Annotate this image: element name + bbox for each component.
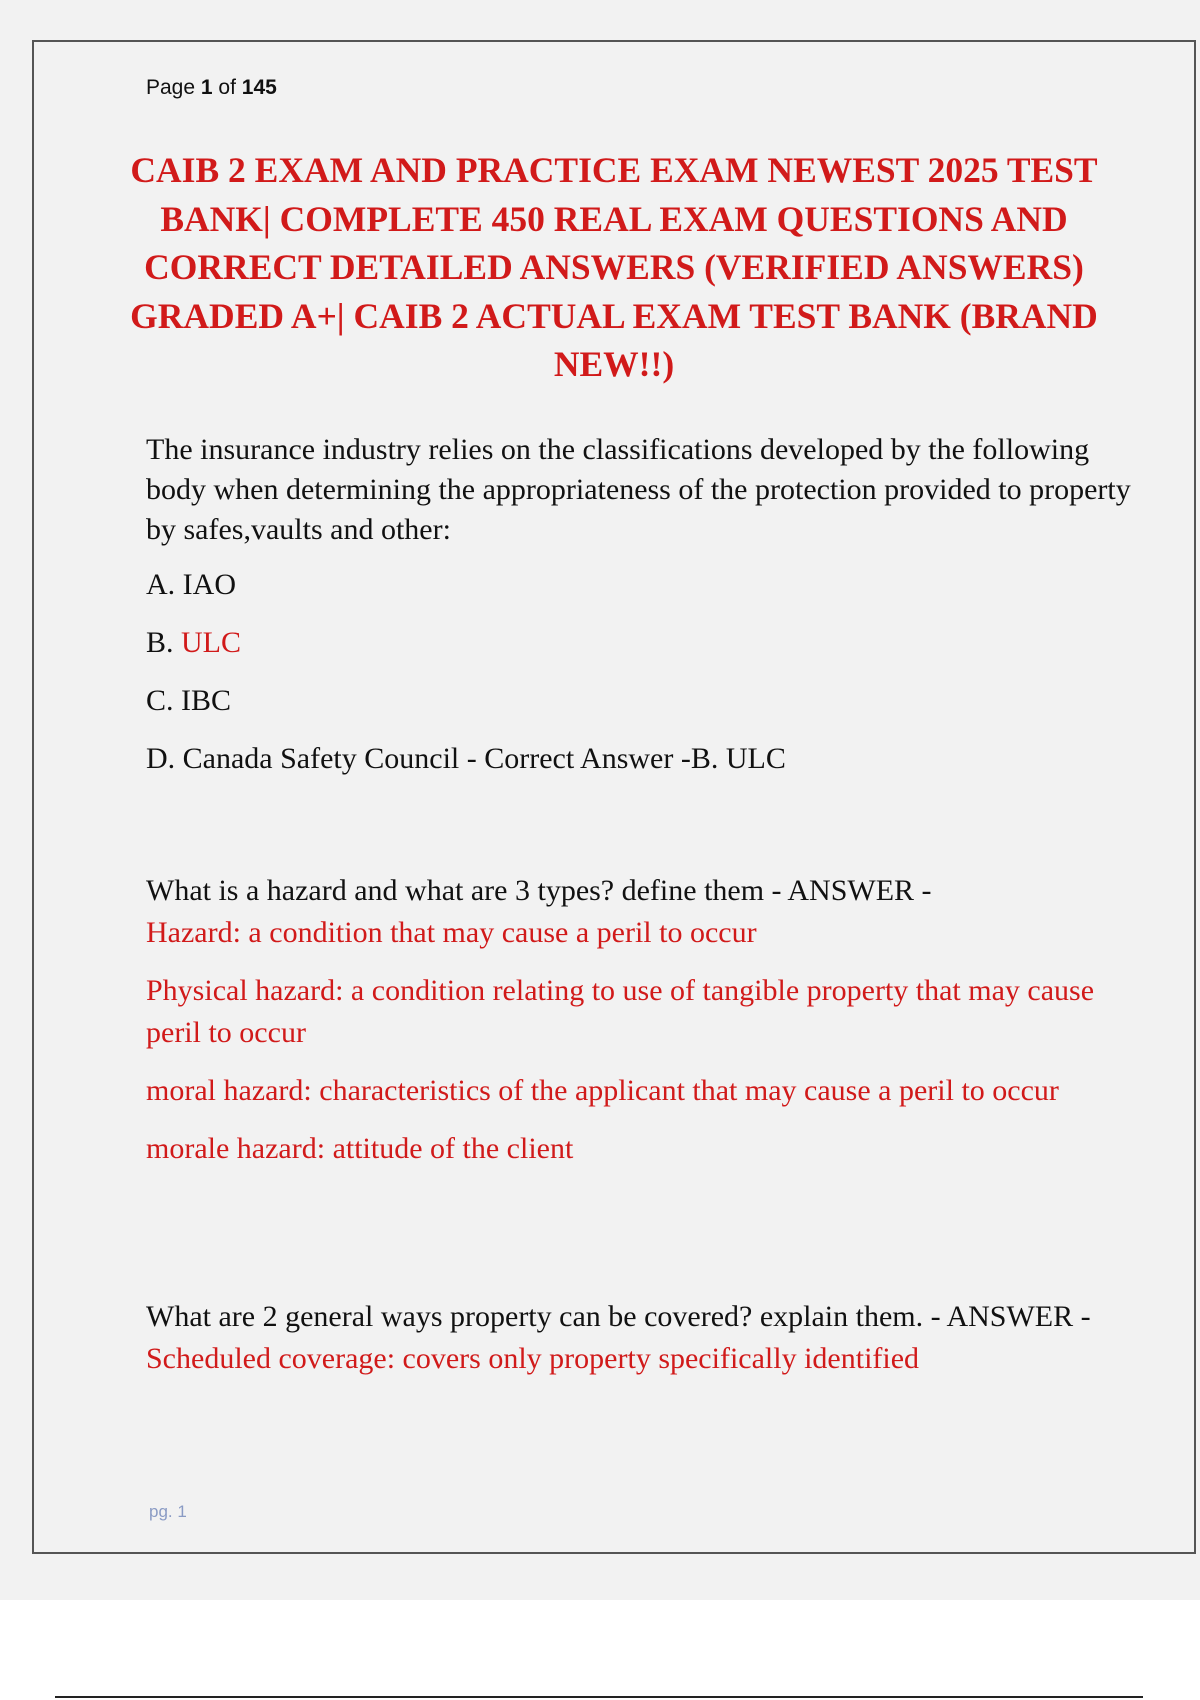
question-1 [146, 430, 1136, 780]
question-2-answer-4: morale hazard: attitude of the client [146, 1132, 574, 1165]
question-1-option-c: C. IBC [146, 684, 232, 717]
question-3-text: What are 2 general ways property can be covered? explain them. - ANSWER - [146, 1300, 1091, 1333]
question-3-answer: Scheduled coverage: covers only property specifically identified [146, 1342, 920, 1375]
option-b-highlighted-answer: ULC [181, 626, 242, 659]
page-footer-label: pg. 1 [149, 1502, 187, 1521]
bottom-divider [55, 1696, 1143, 1698]
page-word: Page [146, 76, 196, 99]
page-counter [146, 76, 277, 100]
document-title: CAIB 2 EXAM AND PRACTICE EXAM NEWEST 2025 TEST BANK| COMPLETE 450 REAL EXAM QUESTIONS AND CORRECT DETAILED ANSWERS (VERIFIED ANSWERS) GRADED A+| CAIB 2 ACTUAL EXAM TEST BANK (BRAND NEW!!) [130, 150, 1098, 384]
document-page [32, 40, 1196, 1554]
question-2-answer-3: moral hazard: characteristics of the applicant that may cause a peril to occur [146, 1074, 1059, 1107]
question-2 [146, 870, 1136, 1170]
question-1-text: The insurance industry relies on the classifications developed by the following body when determining the appropriateness of the protection provided to property by safes,vaults and other: [146, 433, 1131, 546]
question-3 [146, 1296, 1136, 1380]
question-1-option-b [146, 622, 1136, 664]
question-1-option-a: A. IAO [146, 568, 236, 601]
of-word: of [218, 76, 236, 99]
question-3-paragraph [146, 1296, 1136, 1380]
option-b-prefix: B. [146, 626, 182, 659]
question-2-text: What is a hazard and what are 3 types? define them - ANSWER - [146, 874, 932, 907]
current-page-number: 1 [200, 76, 213, 99]
question-1-option-d: D. Canada Safety Council - Correct Answer -B. ULC [146, 742, 786, 775]
question-2-answer-2: Physical hazard: a condition relating to use of tangible property that may cause peril to occur [146, 974, 1095, 1049]
question-2-answer-1: Hazard: a condition that may cause a peril to occur [146, 916, 757, 949]
total-pages-number: 145 [241, 76, 277, 99]
